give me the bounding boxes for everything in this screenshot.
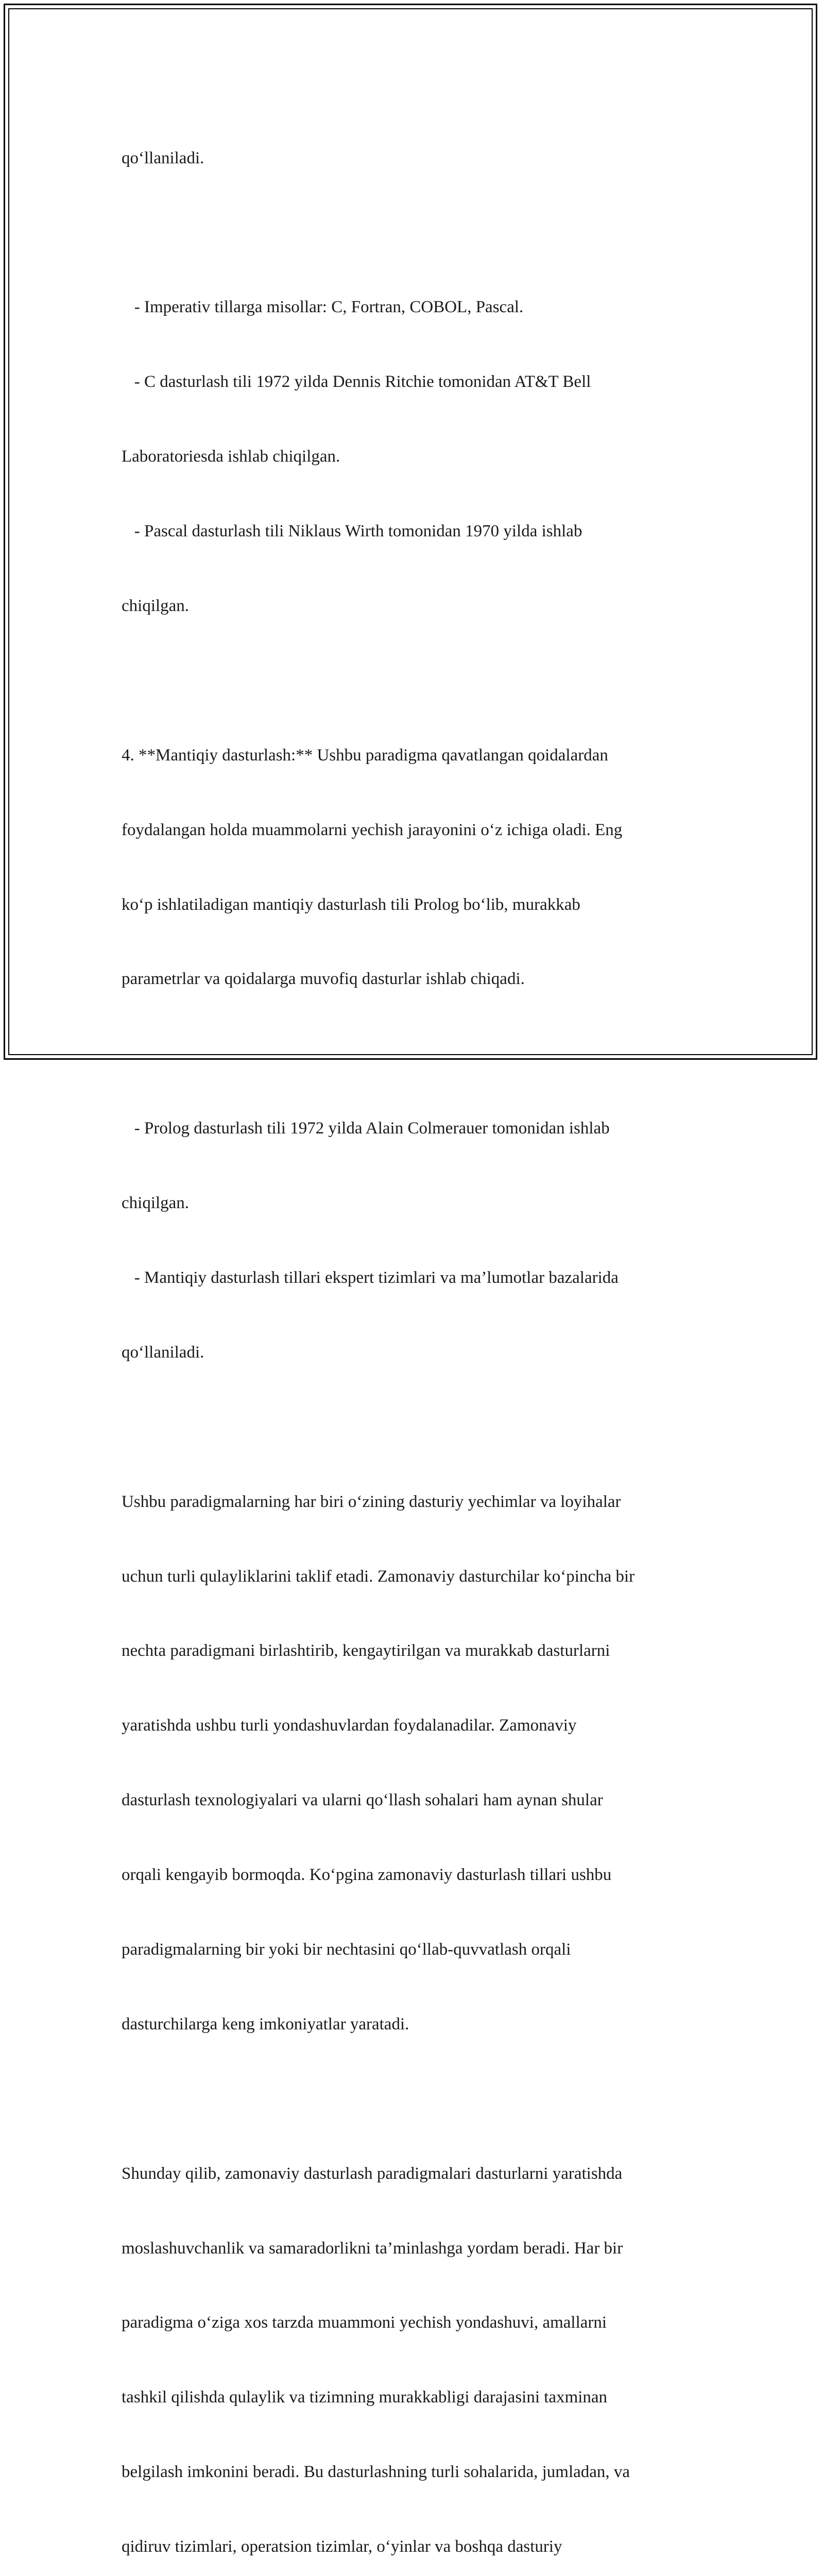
text-line: ko‘p ishlatiladigan mantiqiy dasturlash tili Prolog bo‘lib, murakkab <box>122 895 580 914</box>
text-line: uchun turli qulayliklarini taklif etadi. Zamonaviy dasturchilar ko‘pincha bir <box>122 1567 635 1586</box>
text-line: 4. **Mantiqiy dasturlash:** Ushbu paradigma qavatlangan qoidalardan <box>122 745 608 765</box>
text-line: dasturchilarga keng imkoniyatlar yaratadi. <box>122 2014 409 2033</box>
text-line: paradigma o‘ziga xos tarzda muammoni yechish yondashuvi, amallarni <box>122 2313 607 2332</box>
paragraph-logic-examples <box>122 1066 703 1415</box>
bullet-pascal-language: - Pascal dasturlash tili Niklaus Wirth tomonidan 1970 yilda ishlab <box>122 522 582 541</box>
paragraph-logic-programming <box>122 693 703 1041</box>
paragraph-imperative-examples <box>122 245 703 668</box>
text-line: nechta paradigmani birlashtirib, kengaytirilgan va murakkab dasturlarni <box>122 1641 610 1660</box>
bullet-c-language: - C dasturlash tili 1972 yilda Dennis Ritchie tomonidan AT&T Bell <box>122 372 591 392</box>
text-line: Laboratoriesda ishlab chiqilgan. <box>122 447 340 466</box>
paragraph-conclusion <box>122 2111 703 2576</box>
text-line: qo‘llaniladi. <box>122 148 204 167</box>
text-line: yaratishda ushbu turli yondashuvlardan foydalanadilar. Zamonaviy <box>122 1716 577 1735</box>
text-line: foydalangan holda muammolarni yechish jarayonini o‘z ichiga oladi. Eng <box>122 820 623 839</box>
text-line: dasturlash texnologiyalari va ularni qo‘llash sohalari ham aynan shular <box>122 1791 603 1810</box>
text-line: Shunday qilib, zamonaviy dasturlash paradigmalari dasturlarni yaratishda <box>122 2164 623 2183</box>
text-line: moslashuvchanlik va samaradorlikni ta’minlashga yordam beradi. Har bir <box>122 2239 623 2258</box>
paragraph-paradigms-summary <box>122 1439 703 2087</box>
document-body <box>122 96 703 2576</box>
text-line: parametrlar va qoidalarga muvofiq dasturlar ishlab chiqadi. <box>122 970 525 989</box>
text-line: qidiruv tizimlari, operatsion tizimlar, o‘yinlar va boshqa dasturiy <box>122 2537 562 2556</box>
text-line: belgilash imkonini beradi. Bu dasturlashning turli sohalarida, jumladan, va <box>122 2463 630 2482</box>
text-line: qo‘llaniladi. <box>122 1343 204 1362</box>
bullet-logic-applications: - Mantiqiy dasturlash tillari ekspert tizimlari va ma’lumotlar bazalarida <box>122 1268 619 1287</box>
paragraph-continuation <box>122 96 703 220</box>
text-line: chiqilgan. <box>122 1194 190 1213</box>
text-line: paradigmalarning bir yoki bir nechtasini qo‘llab-quvvatlash orqali <box>122 1940 571 1959</box>
text-line: orqali kengayib bormoqda. Ko‘pgina zamonaviy dasturlash tillari ushbu <box>122 1866 612 1885</box>
bullet-prolog-language: - Prolog dasturlash tili 1972 yilda Alain Colmerauer tomonidan ishlab <box>122 1119 610 1138</box>
bullet-imperative-languages: - Imperativ tillarga misollar: C, Fortran, COBOL, Pascal. <box>122 298 524 317</box>
text-line: tashkil qilishda qulaylik va tizimning murakkabligi darajasini taxminan <box>122 2388 608 2407</box>
text-line: Ushbu paradigmalarning har biri o‘zining dasturiy yechimlar va loyihalar <box>122 1492 621 1511</box>
text-line: chiqilgan. <box>122 596 190 615</box>
